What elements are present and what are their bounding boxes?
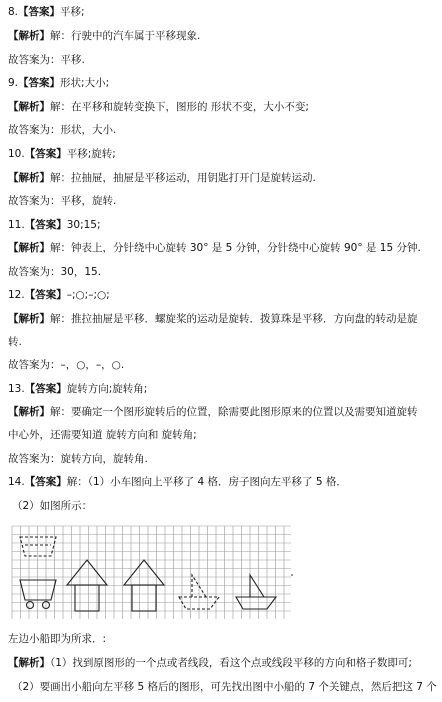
- analysis-14-line: [8, 656, 412, 670]
- analysis-text: 解：钟表上，分针绕中心旋转 30° 是 5 分钟，分针绕中心旋转 90° 是 15 分钟.: [50, 242, 421, 254]
- analysis-tag: 【解析】: [8, 101, 50, 113]
- conclusion-text: 故答案为：旋转方向，旋转角.: [8, 453, 148, 465]
- question-number: 13.: [8, 383, 25, 395]
- answer-tag: 【答案】: [18, 6, 61, 18]
- boat-hull: [236, 597, 276, 609]
- analysis-tag: 【解析】: [8, 172, 50, 184]
- answer-text: （2）如图所示：: [12, 500, 93, 512]
- question-number: 9.: [8, 77, 19, 89]
- conclusion-text: 故答案为：平移，旋转.: [8, 195, 117, 207]
- answer-tag: 【答案】: [24, 476, 67, 488]
- conclusion-text: 左边小船即为所求．:: [8, 633, 107, 645]
- house-roof-left: [67, 560, 107, 585]
- conclusion-14-line: [8, 632, 106, 646]
- analysis-tag: 【解析】: [8, 242, 50, 254]
- question-number: 12.: [8, 289, 25, 301]
- question-number: 11.: [8, 219, 25, 231]
- analysis-text: （1）找到原图形的一个点或者线段，看这个点或线段平移的方向和格子数即可;: [50, 657, 412, 669]
- car-translated-dashed: [20, 537, 56, 556]
- grid-dot: [291, 574, 293, 576]
- car-body: [20, 580, 56, 600]
- question-number: 10.: [8, 148, 25, 160]
- analysis-text: 解：拉抽屉，抽屉是平移运动，用钥匙打开门是旋转运动.: [50, 172, 316, 184]
- house-roof-right: [124, 560, 164, 585]
- answer-text: 平移;旋转;: [66, 148, 116, 160]
- answer-text: 30;15;: [66, 219, 101, 231]
- conclusion-text: 故答案为：平移.: [8, 54, 85, 66]
- answer-tag: 【答案】: [24, 383, 67, 395]
- analysis-text: 转.: [8, 336, 22, 348]
- answer-text: 解：（1）小车图向上平移了 4 格．房子图向左平移了 5 格．: [66, 476, 347, 488]
- analysis-tag: 【解析】: [8, 406, 50, 418]
- analysis-tag: 【解析】: [8, 30, 50, 42]
- question-number: 14.: [8, 476, 25, 488]
- conclusion-text: 故答案为：30，15.: [8, 266, 102, 278]
- answer-tag: 【答案】: [24, 219, 67, 231]
- conclusion-text: 故答案为：–，○，–，○.: [8, 359, 125, 371]
- answer-text: 形状;大小;: [60, 77, 110, 89]
- analysis-text: （2）要画出小船向左平移 5 格后的图形，可先找出图中小船的 7 个关键点，然后把这 7 个: [12, 681, 437, 693]
- answer-text: 旋转方向;旋转角;: [66, 383, 148, 395]
- answer-text: 平移;: [60, 6, 85, 18]
- answer-tag: 【答案】: [24, 148, 67, 160]
- answer-tag: 【答案】: [18, 77, 61, 89]
- analysis-text: 中心外，还需要知道 旋转方向和 旋转角;: [8, 429, 197, 441]
- conclusion-text: 故答案为：形状，大小.: [8, 124, 117, 136]
- analysis-text: 解：要确定一个图形旋转后的位置，除需要此图形原来的位置以及需要知道旋转: [50, 406, 418, 418]
- house-body-right: [132, 585, 156, 611]
- answer-text: –;○;–;○;: [66, 289, 110, 301]
- analysis-text: 解：推拉抽屉是平移．螺旋桨的运动是旋转．拨算珠是平移．方向盘的转动是旋: [50, 313, 418, 325]
- question-number: 8.: [8, 6, 19, 18]
- analysis-tag: 【解析】: [8, 657, 50, 669]
- analysis-tag: 【解析】: [8, 313, 50, 325]
- house-body-left: [75, 585, 99, 611]
- answer-tag: 【答案】: [24, 289, 67, 301]
- analysis-14-part2: [12, 680, 437, 694]
- analysis-text: 解：在平移和旋转变换下，图形的 形状不变，大小不变;: [50, 101, 309, 113]
- grid-lines: [12, 526, 291, 619]
- analysis-text: 解：行驶中的汽车属于平移现象.: [50, 30, 201, 42]
